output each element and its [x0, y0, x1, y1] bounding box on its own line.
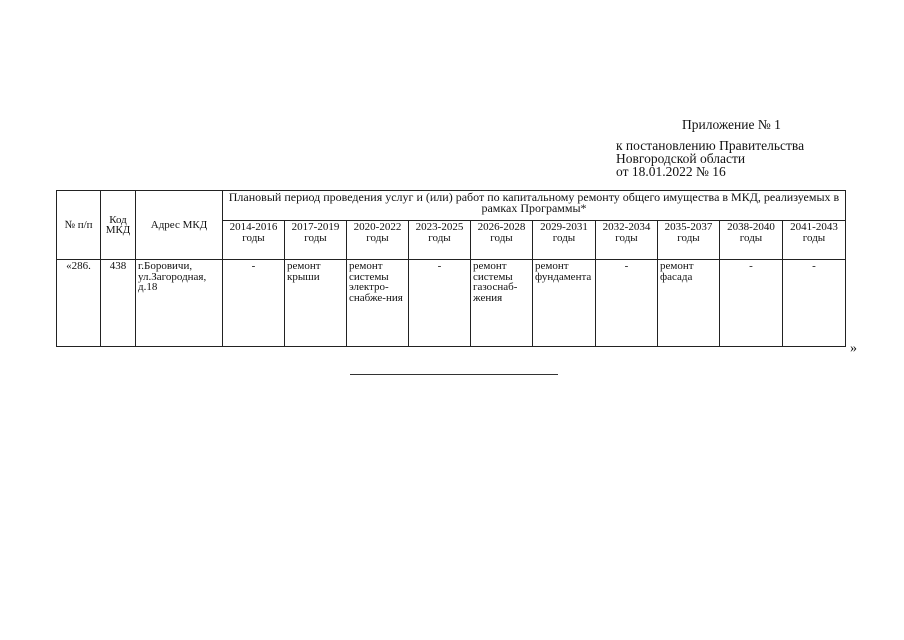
appendix-line-1: к постановлению Правительства	[616, 138, 805, 153]
appendix-line-2: Новгородской области	[616, 151, 746, 166]
appendix-line-3: от 18.01.2022 № 16	[616, 164, 726, 179]
work-cell: -	[596, 260, 658, 347]
period-header: 2014-2016 годы	[223, 221, 285, 260]
row-number: «286.	[57, 260, 101, 347]
work-cell: ремонт фундамента	[533, 260, 596, 347]
closing-quote: »	[850, 341, 857, 356]
work-cell: ремонт системы электро-снабже-ния	[347, 260, 409, 347]
header-row-number: № п/п	[57, 191, 101, 260]
period-header: 2026-2028 годы	[471, 221, 533, 260]
period-header: 2020-2022 годы	[347, 221, 409, 260]
work-cell: -	[223, 260, 285, 347]
work-cell: -	[720, 260, 783, 347]
appendix-header	[616, 118, 876, 178]
period-header: 2017-2019 годы	[285, 221, 347, 260]
period-header: 2035-2037 годы	[658, 221, 720, 260]
period-header: 2041-2043 годы	[783, 221, 846, 260]
header-address: Адрес МКД	[136, 191, 223, 260]
work-cell: ремонт крыши	[285, 260, 347, 347]
building-address: г.Боровичи, ул.Загородная, д.18	[136, 260, 223, 347]
repair-plan-table	[56, 190, 846, 347]
work-cell: -	[783, 260, 846, 347]
appendix-title: Приложение № 1	[682, 117, 781, 132]
table-row	[57, 260, 846, 347]
period-header: 2038-2040 годы	[720, 221, 783, 260]
work-cell: ремонт системы газоснаб-жения	[471, 260, 533, 347]
period-header: 2023-2025 годы	[409, 221, 471, 260]
building-code: 438	[101, 260, 136, 347]
header-building-code: Код МКД	[101, 191, 136, 260]
period-header: 2032-2034 годы	[596, 221, 658, 260]
period-header: 2029-2031 годы	[533, 221, 596, 260]
work-cell: ремонт фасада	[658, 260, 720, 347]
work-cell: -	[409, 260, 471, 347]
divider-line	[350, 374, 558, 375]
header-plan-period: Плановый период проведения услуг и (или) работ по капитальному ремонту общего имущества в МКД, реализуемых в рамках Программы*	[223, 191, 846, 221]
